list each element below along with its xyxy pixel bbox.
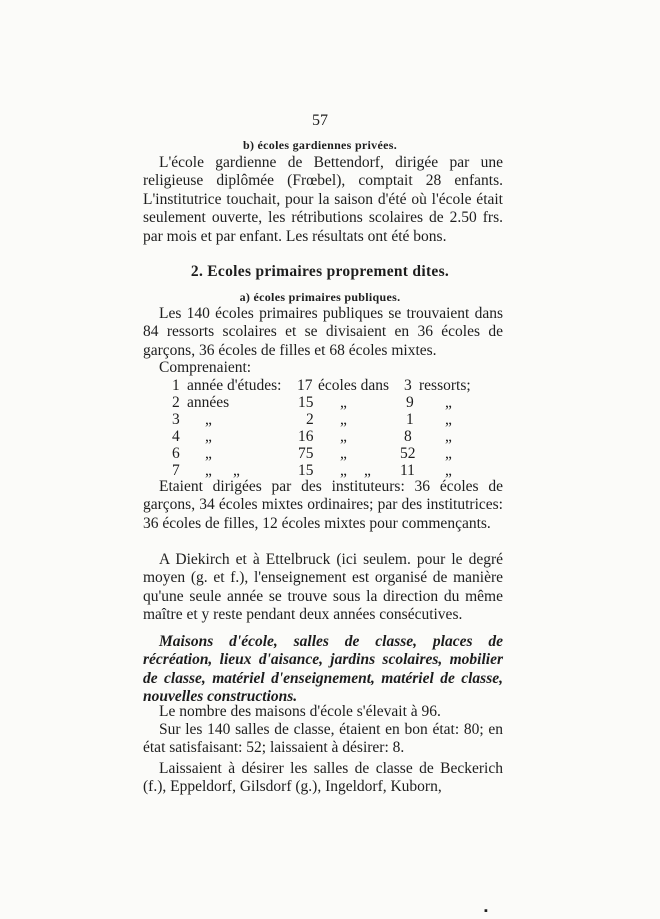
paragraph-diekirch [143, 551, 503, 625]
label-cell: „ [205, 428, 212, 445]
ressorts-cell: 3 [404, 377, 412, 394]
ressorts-label-cell: „ [445, 445, 452, 462]
italic-section-heading [143, 633, 503, 707]
label-cell: année d'études: [187, 377, 282, 394]
italic-section-heading-text: Maisons d'école, salles de classe, places de récréation, lieux d'aisance, jardins scolaires, mobilier de classe, matériel d'enseignement, matériel de classe, nouvelles constructions. [143, 633, 503, 706]
paragraph-gardienne [143, 154, 503, 246]
ditto-mark: „ [233, 462, 240, 479]
ecoles-cell: „ [340, 411, 347, 428]
ressorts-cell: 52 [400, 445, 416, 462]
paragraph-nombre-text: Le nombre des maisons d'école s'élevait à 96. [159, 703, 441, 720]
schools-cell: 16 [298, 428, 314, 445]
years-cell: 4 [172, 428, 180, 445]
paragraph-laissaient-text: Laissaient à désirer les salles de classe de Beckerich (f.), Eppeldorf, Gilsdorf (g.), Ingeldorf, Kuborn, [143, 760, 503, 796]
section-a-heading: a) écoles primaires publiques. [239, 290, 401, 304]
ecoles-cell: „ [340, 445, 347, 462]
page-speck: ▪ [484, 905, 488, 917]
paragraph-publiques-text: Les 140 écoles primaires publiques se trouvaient dans 84 ressorts scolaires et se divisaient en 36 écoles de garçons, 36 écoles de filles et 68 écoles mixtes. [143, 305, 503, 359]
ecoles-cell: „ [340, 428, 347, 445]
label-cell: „ [205, 411, 212, 428]
label-cell: „ [205, 462, 212, 479]
ditto-mark: „ [364, 462, 371, 479]
paragraph-diekirch-text: A Diekirch et à Ettelbruck (ici seulem. pour le degré moyen (g. et f.), l'enseignement est organisé de manière qu'une seule année se trouve sous la direction du même maître et y reste pendant deux années consécutives. [143, 551, 503, 624]
schools-cell: 17 [297, 377, 313, 394]
ecoles-cell: „ [340, 394, 347, 411]
comprenaient-label: Comprenaient: [159, 359, 252, 376]
ressorts-cell: 9 [406, 394, 414, 411]
years-cell: 2 [172, 394, 180, 411]
years-cell: 6 [172, 445, 180, 462]
years-cell: 3 [172, 411, 180, 428]
ressorts-label-cell: „ [445, 411, 452, 428]
years-cell: 1 [172, 377, 180, 394]
schools-cell: 15 [298, 462, 314, 479]
label-cell: „ [205, 445, 212, 462]
paragraph-salles-text: Sur les 140 salles de classe, étaient en bon état: 80; en état satisfaisant: 52; laissaient à désirer: 8. [143, 721, 503, 757]
schools-cell: 2 [306, 411, 314, 428]
schools-cell: 15 [298, 394, 314, 411]
ressorts-label-cell: „ [445, 394, 452, 411]
ressorts-label-cell: „ [445, 428, 452, 445]
ecoles-cell: écoles dans [318, 377, 390, 394]
paragraph-dirigees [143, 478, 503, 533]
paragraph-gardienne-text: L'école gardienne de Bettendorf, dirigée par une religieuse diplômée (Frœbel), comptait 28 enfants. L'institutrice touchait, pour la saison d'été où l'école était seulement ouverte, les rétributions scolaires de 2.50 frs. par mois et par enfant. Les résultats ont été bons. [143, 154, 503, 245]
section-2-heading: 2. Ecoles primaires proprement dites. [190, 263, 450, 280]
years-cell: 7 [172, 462, 180, 479]
paragraph-dirigees-text: Etaient dirigées par des instituteurs: 36 écoles de garçons, 34 écoles mixtes ordinaires; par des institutrices: 36 écoles de filles, 12 écoles mixtes pour commençants. [143, 478, 503, 532]
section-b-heading: b) écoles gardiennes privées. [242, 138, 397, 152]
ressorts-cell: 11 [400, 462, 415, 479]
label-cell: années [187, 394, 230, 411]
paragraph-nombre [143, 703, 503, 721]
ressorts-label-cell: ressorts; [419, 377, 471, 394]
ecoles-cell: „ [340, 462, 347, 479]
page-number: 57 [312, 112, 328, 129]
paragraph-salles [143, 721, 503, 758]
ressorts-cell: 8 [404, 428, 412, 445]
ressorts-label-cell: „ [445, 462, 452, 479]
paragraph-publiques [143, 305, 503, 360]
ressorts-cell: 1 [406, 411, 414, 428]
schools-cell: 75 [298, 445, 314, 462]
paragraph-laissaient [143, 760, 503, 797]
